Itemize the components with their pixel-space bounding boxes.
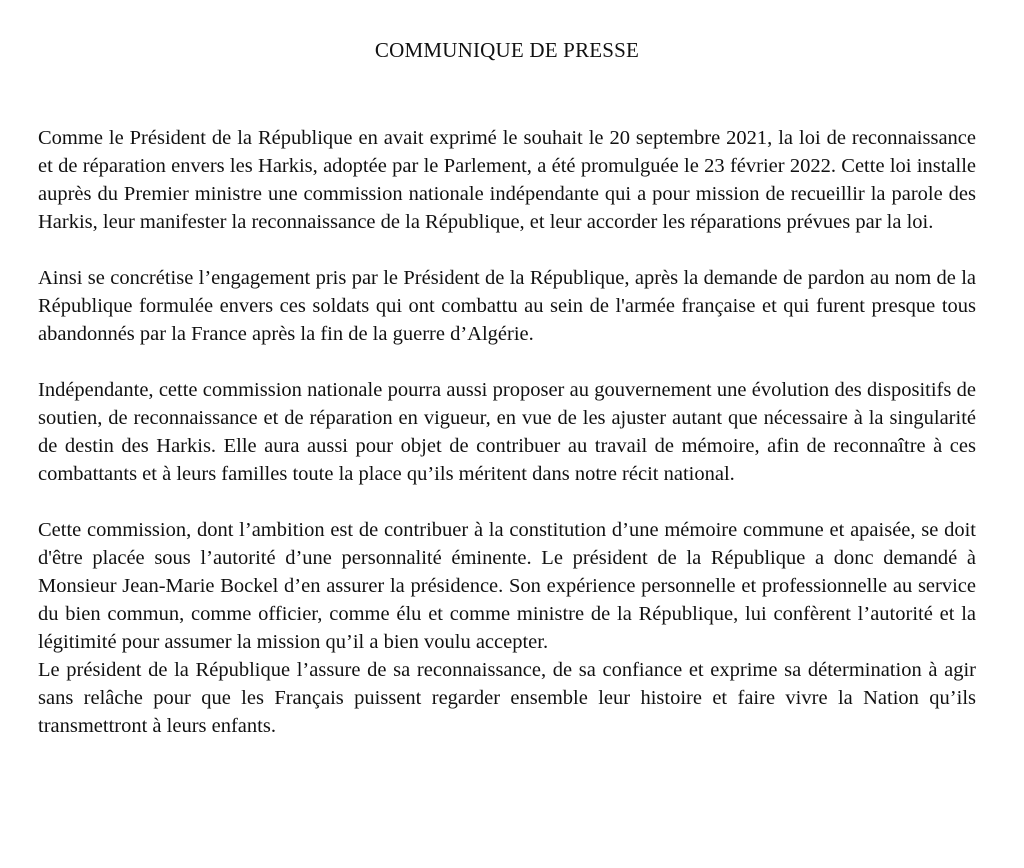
paragraph-closing: Le président de la République l’assure de sa reconnaissance, de sa confiance et exprime sa détermination à agir sans relâche pour que les Français puissent regarder ensemble leur histoire et faire vivre la Nation qu’ils transmettront à leurs enfants. (38, 659, 976, 737)
paragraph-commission-role: Indépendante, cette commission nationale pourra aussi proposer au gouvernement une évolution des dispositifs de soutien, de reconnaissance et de réparation en vigueur, en vue de les ajuster autant que nécessaire à la singularité de destin des Harkis. Elle aura aussi pour objet de contribuer au travail de mémoire, afin de reconnaître à ces combattants et à leurs familles toute la place qu’ils méritent dans notre récit national. (38, 379, 976, 485)
paragraph-commitment: Ainsi se concrétise l’engagement pris par le Président de la République, après la demande de pardon au nom de la République formulée envers ces soldats qui ont combattu au sein de l'armée française et qui furent presque tous abandonnés par la France après la fin de la guerre d’Algérie. (38, 267, 976, 345)
press-release-page (38, 36, 976, 740)
document-title: COMMUNIQUE DE PRESSE (374, 38, 640, 62)
paragraph-law-promulgation: Comme le Président de la République en avait exprimé le souhait le 20 septembre 2021, la loi de reconnaissance et de réparation envers les Harkis, adoptée par le Parlement, a été promulguée le 23 février 2022. Cette loi installe auprès du Premier ministre une commission nationale indépendante qui a pour mission de recueillir la parole des Harkis, leur manifester la reconnaissance de la République, et leur accorder les réparations prévues par la loi. (38, 127, 976, 233)
paragraph-commission-president: Cette commission, dont l’ambition est de contribuer à la constitution d’une mémoire commune et apaisée, se doit d'être placée sous l’autorité d’une personnalité éminente. Le président de la République a donc demandé à Monsieur Jean-Marie Bockel d’en assurer la présidence. Son expérience personnelle et professionnelle au service du bien commun, comme officier, comme élu et comme ministre de la République, lui confèrent l’autorité et la légitimité pour assumer la mission qu’il a bien voulu accepter. (38, 519, 976, 653)
